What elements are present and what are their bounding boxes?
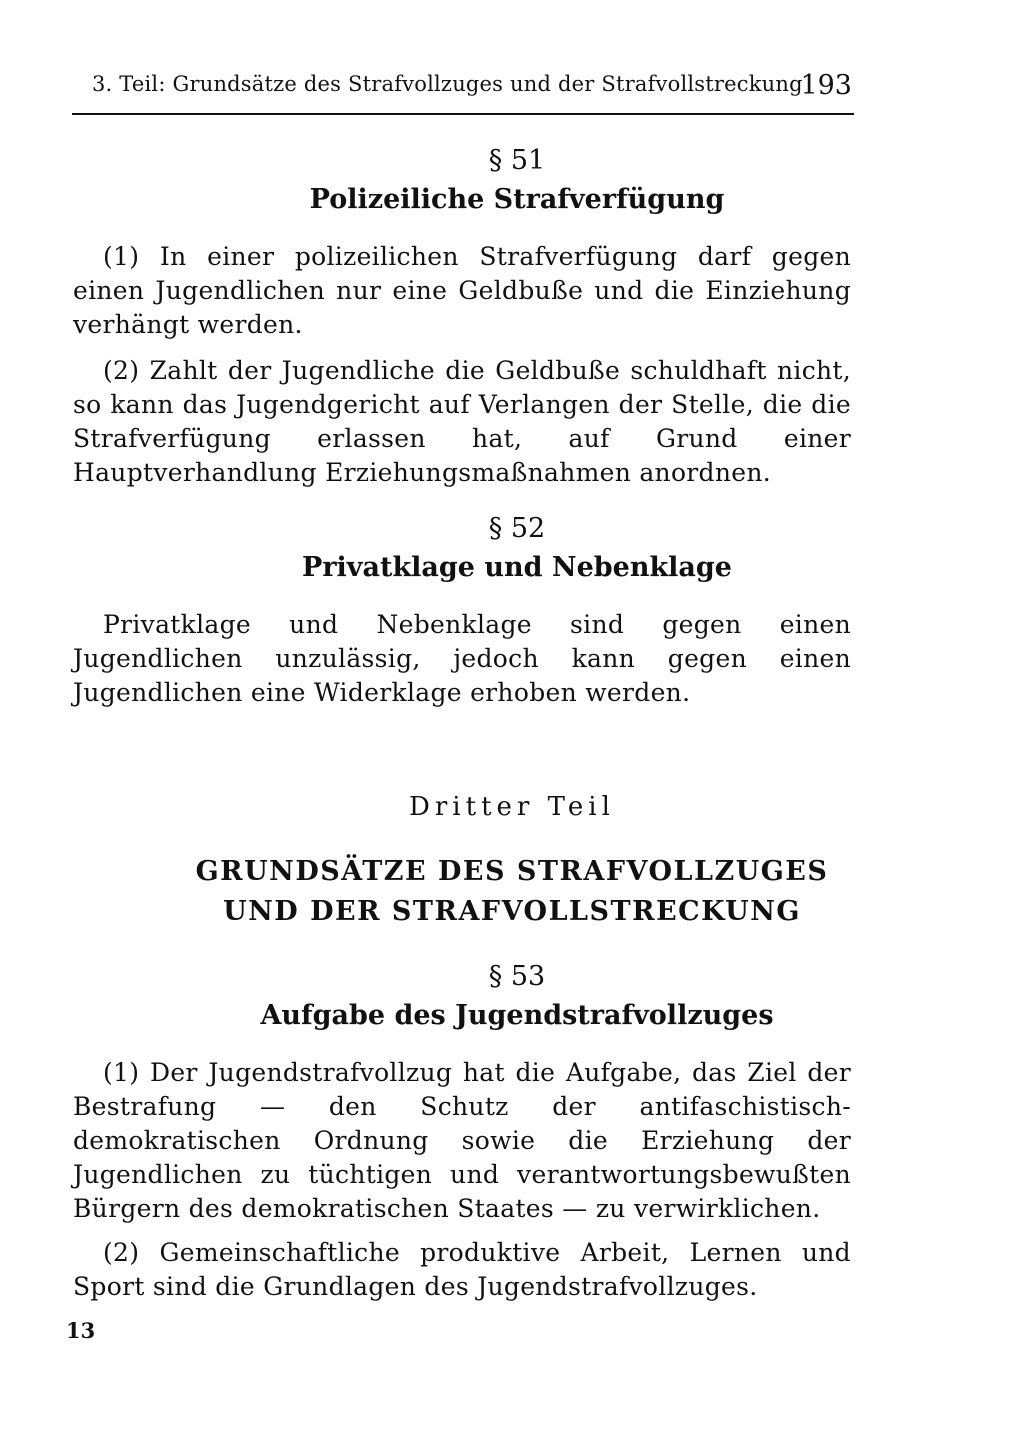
running-header-title: 3. Teil: Grundsätze des Strafvollzuges und der Strafvollstreckung bbox=[92, 72, 803, 96]
section-53-heading bbox=[0, 958, 1024, 1036]
sheet-signature: 13 bbox=[66, 1318, 96, 1343]
paragraph: Privatklage und Nebenklage sind gegen einen Jugendlichen unzulässig, jedoch kann gegen einen Jugendlichen eine Widerklage erhoben werden. bbox=[73, 610, 851, 707]
section-52-heading bbox=[0, 510, 1024, 588]
section-number: § 52 bbox=[488, 513, 546, 544]
section-title: Aufgabe des Jugendstrafvollzuges bbox=[260, 1000, 774, 1031]
part-title-line: UND DER STRAFVOLLSTRECKUNG bbox=[223, 896, 801, 927]
section-number: § 51 bbox=[488, 145, 546, 176]
running-header bbox=[88, 70, 858, 112]
part-title-line: GRUNDSÄTZE DES STRAFVOLLZUGES bbox=[195, 856, 829, 887]
paragraph: (2) Gemeinschaftliche produktive Arbeit, Lernen und Sport sind die Grundlagen des Jugendstrafvollzuges. bbox=[73, 1238, 851, 1301]
part-label: Dritter Teil bbox=[409, 792, 615, 822]
section-title: Privatklage und Nebenklage bbox=[302, 552, 732, 583]
page-number: 193 bbox=[800, 70, 852, 101]
part-title bbox=[0, 852, 1024, 932]
paragraph: (1) Der Jugendstrafvollzug hat die Aufgabe, das Ziel der Bestrafung — den Schutz der antifaschistisch-demokratischen Ordnung sowie die Erziehung der Jugendlichen zu tüchtigen und verantwortungsbewußten Bürgern des demokratischen Staates — zu verwirklichen. bbox=[73, 1058, 851, 1223]
section-title: Polizeiliche Strafverfügung bbox=[309, 184, 725, 215]
paragraph: (1) In einer polizeilichen Strafverfügung darf gegen einen Jugendlichen nur eine Geldbuße und die Einziehung verhängt werden. bbox=[73, 242, 851, 339]
section-number: § 53 bbox=[488, 961, 546, 992]
section-51-heading bbox=[0, 142, 1024, 220]
header-rule bbox=[72, 113, 854, 115]
paragraph: (2) Zahlt der Jugendliche die Geldbuße schuldhaft nicht, so kann das Jugendgericht auf Verlangen der Stelle, die die Strafverfügung erlassen hat, auf Grund einer Hauptverhandlung Erziehungsmaßnahmen anordnen. bbox=[73, 356, 851, 487]
